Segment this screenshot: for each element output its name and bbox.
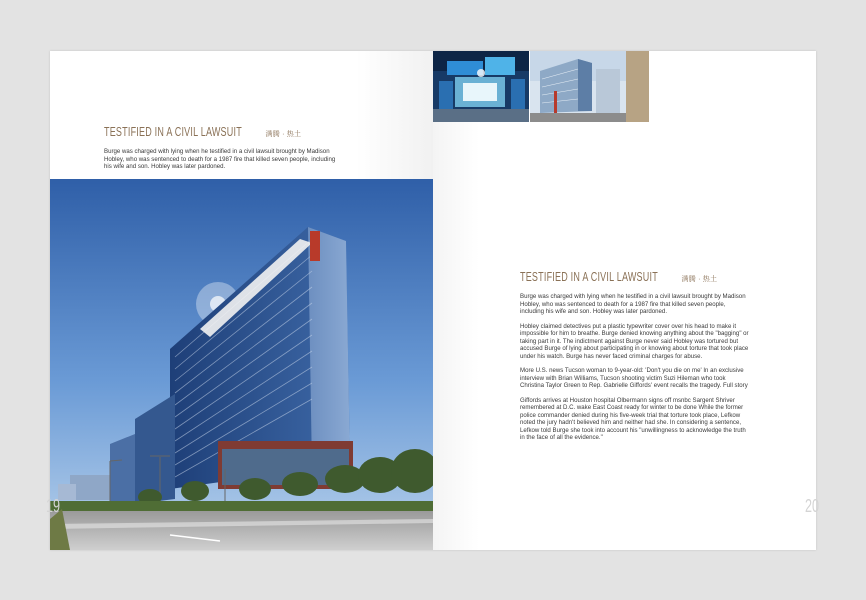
- left-paragraph: Burge was charged with lying when he testified in a civil lawsuit brought by Madison Hobley, who was sentenced to death for a 1987 fire that killed seven people, including his wife and son. Hobley was later pardoned.: [104, 148, 336, 170]
- left-page-number: 19: [46, 496, 61, 516]
- magazine-spread: [46, 51, 820, 550]
- office-building-thumbnail: [530, 51, 626, 122]
- left-heading: [104, 123, 301, 141]
- right-heading: [520, 268, 717, 286]
- right-page: [433, 51, 820, 550]
- right-page-number: 20: [805, 496, 820, 516]
- exhibition-hall-photo: [433, 51, 529, 122]
- right-body-text: [520, 293, 750, 449]
- right-heading-cn: 满腾 · 热土: [681, 276, 718, 283]
- right-heading-title: TESTIFIED IN A CIVIL LAWSUIT: [520, 270, 658, 284]
- right-paragraph-1: Burge was charged with lying when he testified in a civil lawsuit brought by Madison Hobley, who was sentenced to death for a 1987 fire that killed seven people, including his wife and son. Hobley was later pardoned.: [520, 293, 746, 315]
- office-tower-photo: [50, 179, 433, 550]
- tan-accent-block: [626, 51, 649, 122]
- left-heading-title: TESTIFIED IN A CIVIL LAWSUIT: [104, 125, 242, 139]
- right-paragraph-2: Hobley claimed detectives put a plastic typewriter cover over his head to make it impossible for him to breathe. Burge denied knowing anything about the "bagging" or taking part in it. The indictment against Burge never said Hobley was tortured but accused Burge of lying about participating in or knowing about torture that took place under his watch. Burge has never faced criminal charges for abuse.: [520, 322, 749, 360]
- left-body-text: [104, 148, 336, 178]
- left-heading-cn: 满腾 · 热土: [265, 131, 302, 138]
- thumbnail-strip: [433, 51, 649, 122]
- right-paragraph-3: More U.S. news Tucson woman to 9-year-old: 'Don't you die on me' In an exclusive interview with Brian Williams, Tucson shooting victim Suzi Hileman who took Christina Taylor Green to Rep. Gabrielle Giffords' event recalls the tragedy. Full story: [520, 367, 748, 389]
- right-paragraph-4: Giffords arrives at Houston hospital Olbermann signs off msnbc Sargent Shriver remembered at D.C. wake East Coast ready for winter to be done While the former police commander denied during his five-week trial that torture took place, Lefkow noted the jury hadn't believed him and neither had she. In considering a sentence, Lefkow told Burge she took into account his "unwillingness to acknowledge the truth in the face of all the evidence.": [520, 396, 746, 441]
- left-page: [46, 51, 433, 550]
